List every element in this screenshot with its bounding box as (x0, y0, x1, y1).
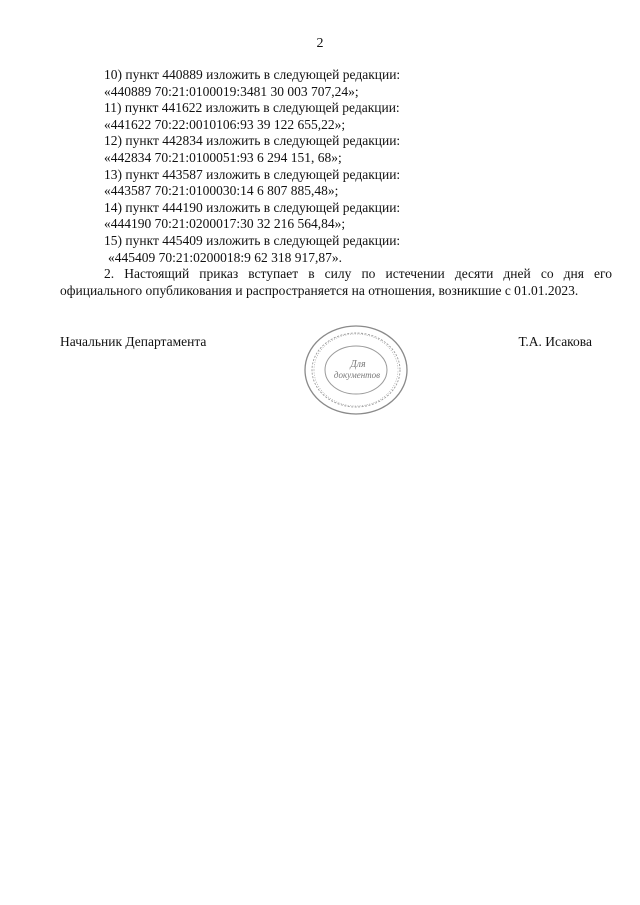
item-value: «441622 70:22:0010106:93 39 122 655,22»; (104, 116, 346, 132)
signatory-name: Т.А. Исакова (518, 334, 592, 349)
item-value: «444190 70:21:0200017:30 32 216 564,84»; (104, 216, 346, 232)
item-value: «440889 70:21:0100019:3481 30 003 707,24»; (104, 83, 359, 99)
item-heading: 10) пункт 440889 изложить в следующей редакции: (104, 67, 401, 82)
item-value: «442834 70:21:0100051:93 6 294 151, 68»; (104, 149, 342, 165)
page-number: 2 (316, 36, 324, 51)
item-heading: 12) пункт 442834 изложить в следующей редакции: (104, 133, 401, 149)
signatory-title: Начальник Департамента (60, 334, 207, 349)
stamp-seal (300, 322, 412, 418)
stamp-text-line1: Для (350, 359, 366, 370)
effective-date-paragraph: 2. Настоящий приказ вступает в силу по истечении десяти дней со дня его официального опубликования и распространяется на отношения, возникшие с 01.01.2023. (60, 266, 612, 298)
item-heading: 13) пункт 443587 изложить в следующей редакции: (104, 166, 401, 182)
item-heading: 14) пункт 444190 изложить в следующей редакции: (104, 199, 401, 215)
item-value: «443587 70:21:0100030:14 6 807 885,48»; (104, 183, 339, 199)
item-heading: 15) пункт 445409 изложить в следующей редакции: (104, 232, 401, 248)
item-heading: 11) пункт 441622 изложить в следующей редакции: (104, 100, 400, 116)
amendment-list (104, 67, 584, 266)
item-value: «445409 70:21:0200018:9 62 318 917,87». (108, 249, 343, 265)
stamp-text-line2: документов (333, 370, 381, 380)
